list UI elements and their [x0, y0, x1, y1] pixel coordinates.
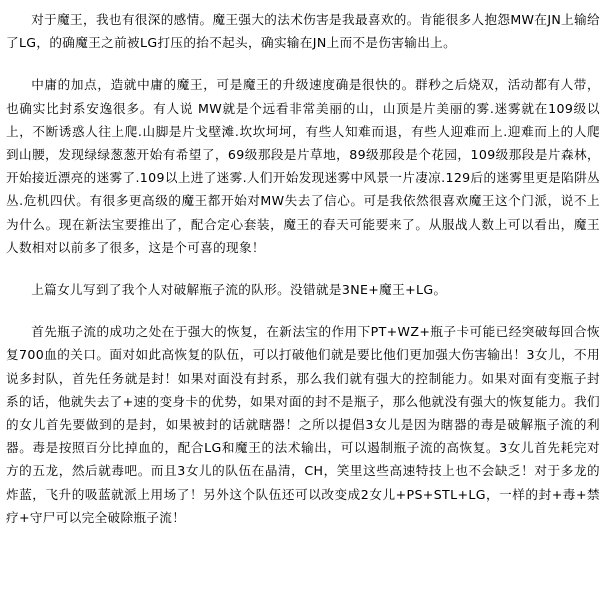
paragraph-team-formation: 上篇女儿写到了我个人对破解瓶子流的队形。没错就是3NE+魔王+LG。: [31, 282, 447, 298]
paragraph-leveling-analogy: 中庸的加点，造就中庸的魔王，可是魔王的升级速度确是很快的。群秒之后烧双，活动都有人带，也确实比封系安逸很多。有人说 MW就是个远看非常美丽的山，山顶是片美丽的雾.迷雾就在109级以上，不断诱惑人往上爬.山脚是片戈壁滩.坎坎坷坷，有些人知难而退，有些人迎难而上.迎难而上的人爬到山腰，发现绿绿葱葱开始有希望了，69级那段是片草地，89级那段是个花园，109级那段是片森林，开始接近漂亮的迷雾了.109以上进了迷雾.人们开始发现迷雾中风景一片凄凉.129后的迷雾里更是陷阱丛丛.危机四伏。有很多更高级的魔王都开始对MW失去了信心。可是我依然很喜欢魔王这个门派，说不上为什么。现在新法宝要推出了，配合定心套装，魔王的春天可能要来了。从服战人数上可以看出，魔王人数相对以前多了很多，这是个可喜的现象！: [6, 77, 600, 255]
paragraph-demon-king-intro: 对于魔王，我也有很深的感情。魔王强大的法术伤害是我最喜欢的。肯能很多人抱怨MW在JN上输给了LG，的确魔王之前被LG打压的抬不起头，确实输在JN上而不是伤害输出上。: [6, 12, 600, 51]
paragraph-counter-strategy: 首先瓶子流的成功之处在于强大的恢复，在新法宝的作用下PT+WZ+瓶子卡可能已经突破每回合恢复700血的关口。面对如此高恢复的队伍，可以打破他们就是要比他们更加强大伤害输出！3女儿，不用说多封队，首先任务就是封！如果对面没有封系，那么我们就有强大的控制能力。如果对面有变瓶子封系的话，他就失去了+速的变身卡的优势，如果对面的封不是瓶子，那么他就没有强大的恢复能力。我们的女儿首先要做到的是封，如果被封的话就瞎器！之所以提倡3女儿是因为瞎器的毒是破解瓶子流的利器。毒是按照百分比掉血的，配合LG和魔王的法术输出，可以遏制瓶子流的高恢复。3女儿首先耗完对方的五龙，然后就毒吧。而且3女儿的队伍在晶清，CH，笑里这些高速特技上也不会缺乏！对于多龙的炸蓝，飞升的吸蓝就派上用场了！另外这个队伍还可以改变成2女儿+PS+STL+LG，一样的封+毒+禁疗+守尸可以完全破除瓶子流！: [6, 324, 600, 525]
